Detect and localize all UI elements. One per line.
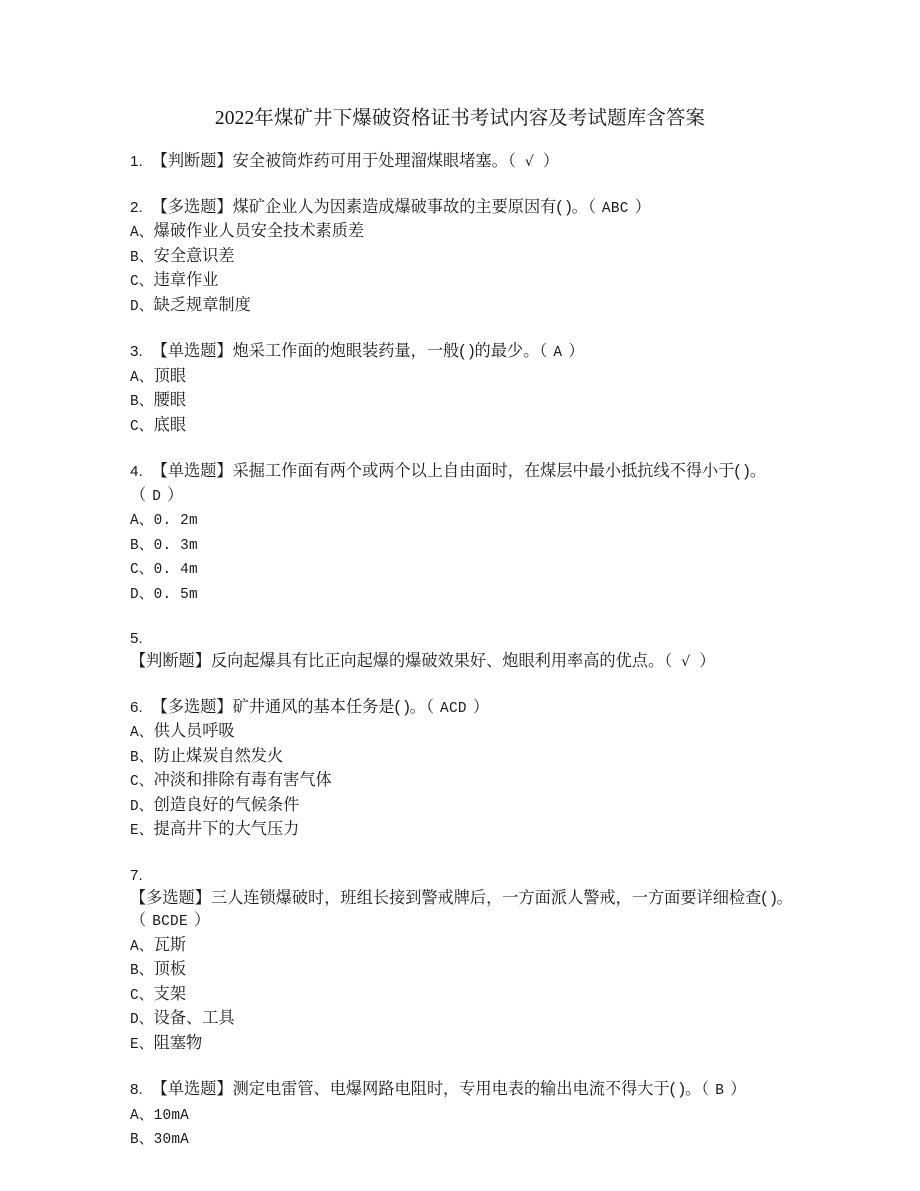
option-text: 0. 2m [153, 513, 198, 529]
option-row[interactable] [130, 818, 798, 843]
answer-close-paren: ） [730, 1080, 747, 1098]
option-letter: D [130, 586, 139, 603]
question-line [130, 1078, 798, 1103]
question-number: 2. [130, 198, 143, 216]
option-separator: 、 [138, 1034, 154, 1052]
option-row[interactable] [130, 1127, 798, 1152]
answer-open-paren: （ [425, 697, 435, 716]
option-list [130, 720, 798, 843]
question-number: 5. [130, 630, 143, 647]
option-text: 顶眼 [153, 366, 187, 385]
question-type-tag: 【判断题】 [151, 152, 233, 170]
answer-close-paren: ） [542, 152, 559, 170]
option-letter: E [130, 823, 139, 839]
answer-open-paren: （ [130, 911, 147, 929]
option-list [130, 508, 798, 606]
option-row[interactable] [130, 269, 798, 294]
answer-value: D [152, 488, 162, 505]
question-number: 1. [130, 153, 143, 170]
option-list [130, 365, 798, 439]
question-type-tag: 【判断题】 [130, 652, 211, 670]
option-letter: C [130, 418, 139, 435]
question-stem: 炮采工作面的炮眼装药量，一般( )的最少。 [232, 342, 540, 360]
answer-close-paren: ） [193, 911, 211, 929]
answer-close-paren: ） [699, 652, 716, 670]
question-text [130, 650, 798, 674]
option-text: 支架 [153, 984, 187, 1003]
answer-value: B [715, 1083, 725, 1099]
question-number: 8. [130, 1081, 143, 1098]
option-row[interactable] [130, 983, 798, 1008]
option-text: 冲淡和排除有毒有害气体 [153, 771, 332, 789]
question-line [130, 196, 798, 221]
answer-open-paren: （ [130, 485, 147, 504]
question-type-tag: 【单选题】 [151, 342, 233, 360]
question-text [130, 887, 798, 934]
option-text: 瓦斯 [153, 935, 187, 954]
option-text: 防止煤炭自然发火 [153, 746, 284, 765]
question-stem: 煤矿企业人为因素造成爆破事故的主要原因有( )。 [232, 197, 588, 216]
option-letter: B [130, 394, 139, 410]
option-separator: 、 [138, 747, 154, 765]
option-separator: 、 [138, 936, 154, 954]
answer-open-paren: （ [587, 197, 596, 216]
option-text: 爆破作业人员安全技术素质差 [153, 222, 365, 240]
option-letter: A [130, 513, 139, 529]
option-text: 提高井下的大气压力 [153, 820, 300, 838]
option-text: 0. 3m [153, 537, 198, 554]
option-separator: 、 [138, 584, 154, 602]
option-row[interactable] [130, 958, 798, 983]
option-letter: A [130, 225, 139, 241]
option-separator: 、 [138, 1130, 154, 1147]
answer-open-paren: （ [701, 1080, 710, 1098]
option-row[interactable] [130, 1032, 798, 1057]
question-block [130, 150, 798, 174]
option-text: 0. 4m [153, 562, 198, 578]
option-text: 创造良好的气候条件 [153, 795, 300, 814]
option-separator: 、 [138, 772, 154, 789]
option-separator: 、 [138, 272, 154, 289]
option-separator: 、 [138, 247, 154, 265]
option-letter: A [130, 1107, 139, 1124]
answer-close-paren: ） [634, 197, 651, 216]
option-letter: B [130, 537, 139, 554]
question-block [130, 696, 798, 843]
option-letter: D [130, 298, 139, 315]
option-separator: 、 [138, 223, 154, 240]
question-block [130, 1078, 798, 1152]
answer-close-paren: ） [167, 485, 184, 504]
question-block [130, 340, 798, 438]
question-number: 6. [130, 698, 143, 716]
option-letter: C [130, 562, 139, 578]
option-separator: 、 [138, 296, 154, 314]
option-letter: B [130, 749, 139, 766]
question-line [130, 460, 798, 508]
question-block [130, 628, 798, 674]
option-row[interactable] [130, 1103, 798, 1128]
question-stem: 采掘工作面有两个或两个以上自由面时，在煤层中最小抵抗线不得小于( )。 [232, 462, 766, 480]
option-row[interactable] [130, 720, 798, 745]
answer-close-paren: ） [568, 342, 585, 360]
answer-value: ACD [440, 700, 467, 717]
option-row[interactable] [130, 794, 798, 819]
option-letter: D [130, 798, 139, 815]
option-separator: 、 [138, 723, 154, 740]
answer-open-paren: （ [507, 152, 516, 170]
option-text: 腰眼 [153, 391, 187, 409]
option-row[interactable] [130, 414, 798, 439]
question-stem: 矿井通风的基本任务是( )。 [232, 697, 426, 716]
option-letter: E [130, 1036, 139, 1053]
question-type-tag: 【多选题】 [151, 197, 233, 216]
option-row[interactable] [130, 557, 798, 582]
option-text: 10mA [153, 1107, 189, 1124]
question-type-tag: 【单选题】 [151, 1080, 233, 1098]
question-type-tag: 【单选题】 [151, 462, 233, 480]
option-row[interactable] [130, 769, 798, 794]
answer-checkmark: √ [524, 154, 534, 170]
option-letter: A [130, 938, 139, 955]
option-row[interactable] [130, 582, 798, 607]
option-separator: 、 [138, 560, 154, 577]
option-text: 0. 5m [153, 586, 198, 603]
option-list [130, 934, 798, 1057]
question-stem: 测定电雷管、电爆网路电阻时，专用电表的输出电流不得大于( )。 [232, 1080, 702, 1098]
option-list [130, 220, 798, 318]
question-number: 7. [130, 866, 143, 884]
option-letter: C [130, 274, 139, 290]
option-separator: 、 [138, 821, 154, 838]
option-text: 安全意识差 [153, 246, 235, 265]
option-separator: 、 [138, 511, 154, 528]
option-list [130, 1103, 798, 1152]
option-letter: C [130, 774, 139, 790]
option-text: 供人员呼吸 [153, 722, 235, 740]
option-row[interactable] [130, 220, 798, 245]
option-text: 30mA [153, 1132, 189, 1148]
option-row[interactable] [130, 508, 798, 533]
question-list [130, 150, 798, 1152]
option-separator: 、 [138, 535, 154, 553]
option-text: 底眼 [153, 415, 187, 434]
option-row[interactable] [130, 294, 798, 319]
question-line [130, 696, 798, 721]
option-row[interactable] [130, 365, 798, 390]
option-letter: B [130, 963, 139, 979]
option-row[interactable] [130, 1007, 798, 1032]
answer-value: A [553, 345, 563, 361]
option-text: 阻塞物 [153, 1033, 203, 1052]
option-separator: 、 [138, 416, 154, 434]
answer-close-paren: ） [472, 697, 490, 716]
option-separator: 、 [138, 796, 154, 814]
question-line [130, 150, 798, 174]
option-separator: 、 [138, 1010, 154, 1027]
option-letter: D [130, 1012, 139, 1028]
question-type-tag: 【多选题】 [130, 888, 211, 907]
option-row[interactable] [130, 245, 798, 270]
option-letter: A [130, 369, 139, 386]
option-row[interactable] [130, 533, 798, 558]
answer-open-paren: （ [664, 652, 673, 670]
question-stem: 反向起爆具有比正向起爆的爆破效果好、炮眼利用率高的优点。 [210, 652, 665, 670]
answer-open-paren: （ [539, 342, 548, 360]
option-letter: A [130, 725, 139, 741]
option-text: 违章作业 [153, 271, 219, 289]
question-type-tag: 【多选题】 [151, 697, 233, 716]
option-text: 顶板 [153, 960, 187, 978]
question-number: 3. [130, 343, 143, 360]
question-line [130, 340, 798, 365]
option-separator: 、 [138, 367, 154, 385]
option-row[interactable] [130, 934, 798, 959]
option-separator: 、 [138, 392, 154, 409]
answer-value: BCDE [152, 914, 188, 930]
question-block [130, 865, 798, 1057]
option-row[interactable] [130, 745, 798, 770]
option-separator: 、 [138, 1105, 154, 1123]
answer-value: ABC [601, 200, 629, 217]
option-text: 缺乏规章制度 [153, 295, 251, 314]
question-block [130, 460, 798, 606]
option-letter: B [130, 249, 139, 266]
page-title: 2022年煤矿井下爆破资格证书考试内容及考试题库含答案 [214, 108, 706, 129]
option-row[interactable] [130, 389, 798, 414]
option-separator: 、 [138, 961, 154, 978]
answer-checkmark: √ [681, 654, 691, 670]
option-letter: B [130, 1132, 139, 1148]
question-stem: 三人连锁爆破时，班组长接到警戒牌后，一方面派人警戒，一方面要详细检查( )。 [210, 888, 793, 907]
question-number: 4. [130, 463, 143, 480]
option-text: 设备、工具 [153, 1009, 235, 1027]
option-separator: 、 [138, 985, 154, 1003]
question-block [130, 196, 798, 319]
question-stem: 安全被筒炸药可用于处理溜煤眼堵塞。 [232, 152, 508, 170]
option-letter: C [130, 987, 139, 1004]
